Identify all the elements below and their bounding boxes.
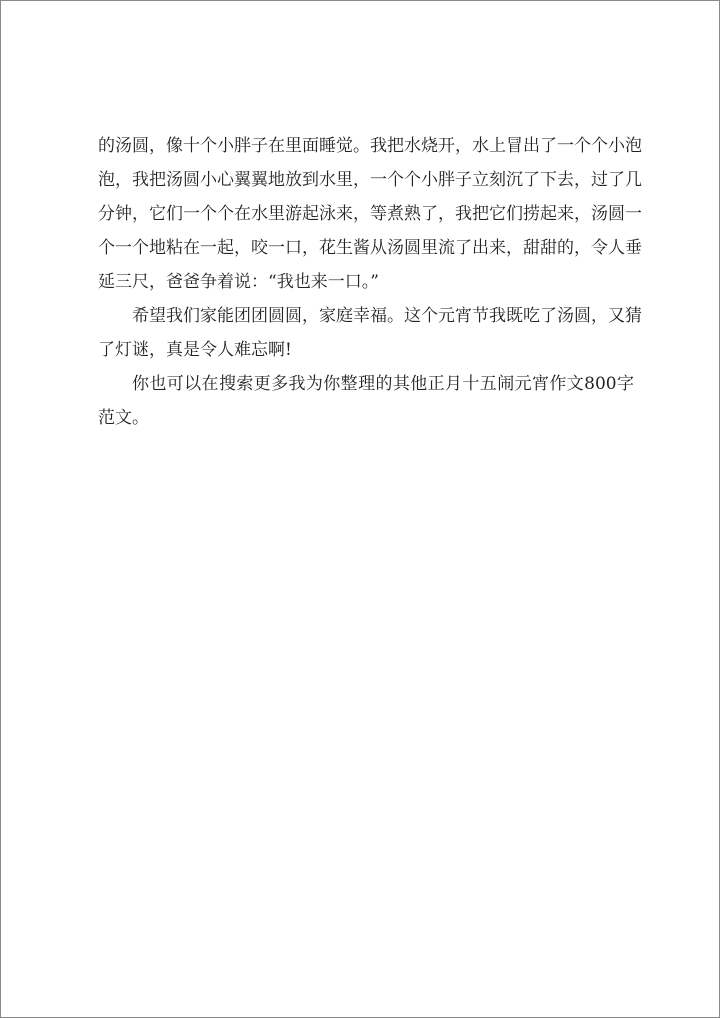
paragraph-soup-story [98,129,642,299]
text-line: 你也可以在搜索更多我为你整理的其他正月十五闹元宵作文800字 [132,374,634,394]
paragraph-wish [98,299,642,367]
document-body [98,129,642,435]
text-line: 个一个地粘在一起，咬一口，花生酱从汤圆里流了出来，甜甜的，令人垂 [98,238,642,258]
text-line: 延三尺，爸爸争着说：“我也来一口。” [98,272,379,292]
text-line: 分钟，它们一个个在水里游起泳来，等煮熟了，我把它们捞起来，汤圆一 [98,204,642,224]
paragraph-more-essays [98,367,634,435]
text-line: 的汤圆，像十个小胖子在里面睡觉。我把水烧开，水上冒出了一个个小泡 [98,136,642,156]
text-line: 范文。 [98,408,149,428]
text-line: 希望我们家能团团圆圆，家庭幸福。这个元宵节我既吃了汤圆，又猜 [132,306,642,326]
text-line: 了灯谜，真是令人难忘啊! [98,340,292,360]
text-line: 泡，我把汤圆小心翼翼地放到水里，一个个小胖子立刻沉了下去，过了几 [98,170,642,190]
